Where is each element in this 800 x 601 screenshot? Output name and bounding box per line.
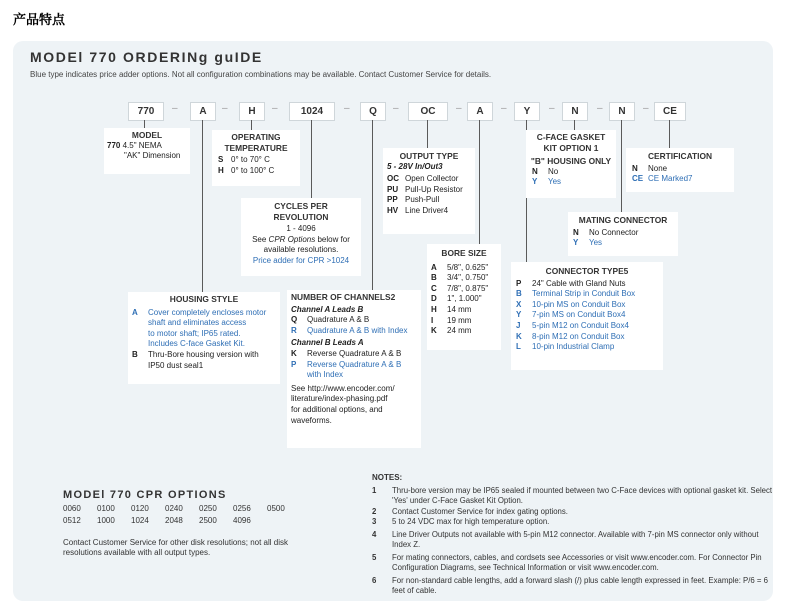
channels-see-line: waveforms.: [291, 415, 332, 425]
temperature-header-2: TEMPERATURE: [224, 142, 288, 153]
cpr-value: 0256: [233, 504, 251, 513]
dash-8: –: [549, 103, 555, 114]
bore-text: 14 mm: [447, 304, 472, 314]
bore-code: C: [431, 283, 437, 293]
cpr-value: 0060: [63, 504, 81, 513]
bore-text: 7/8", 0.875": [447, 283, 489, 293]
cycles-box: [241, 198, 361, 276]
housing-a-line: to motor shaft; IP65 rated.: [148, 328, 241, 338]
cpr-value: 0500: [267, 504, 285, 513]
housing-a-line: Cover completely encloses motor: [148, 307, 267, 317]
channels-box: [287, 290, 421, 448]
connector-text: 8-pin M12 on Conduit Box: [532, 331, 625, 341]
notes-title: NOTES:: [372, 473, 403, 482]
bore-text: 24 mm: [447, 326, 472, 336]
connector-code: J: [516, 320, 521, 330]
output-text: Pull-Up Resistor: [405, 184, 463, 194]
bore-code: I: [431, 315, 434, 325]
mating-box: [568, 212, 678, 256]
channels-r-text: Quadrature A & B with Index: [307, 325, 408, 335]
gasket-code: Y: [532, 177, 538, 187]
connector-code: B: [516, 289, 522, 299]
note-number: 5: [372, 553, 377, 562]
line-temperature: [251, 120, 252, 130]
temp-option-code: S: [218, 155, 224, 165]
certification-box: [626, 148, 734, 192]
gasket-box: [526, 130, 616, 198]
connector-code: P: [516, 278, 522, 288]
line-cpr: [311, 120, 312, 198]
note-text: Line Driver Outputs not available with 5-pin M12 connector. Available with 7-pin MS connector only without Index Z.: [392, 530, 759, 549]
output-text: Push-Pull: [405, 195, 440, 205]
channels-section-b: Channel B Leads A: [291, 338, 364, 348]
note-text: For non-standard cable lengths, add a forward slash (/) plus cable length expressed in feet. Example: P/6 = 6 feet of cable.: [392, 576, 768, 594]
mating-header: MATING CONNECTOR: [578, 215, 668, 225]
housing-box: [128, 292, 280, 384]
dash-9: –: [597, 103, 603, 114]
dash-6: –: [456, 103, 462, 114]
cpr-value: 2500: [199, 516, 217, 525]
code-certification: CE: [654, 102, 686, 121]
note-number: 6: [372, 576, 377, 585]
note-number: 4: [372, 530, 377, 539]
cycles-header-1: CYCLES PER: [274, 201, 328, 211]
connector-text: 5-pin M12 on Conduit Box4: [532, 320, 629, 330]
cpr-value: 1024: [131, 516, 149, 525]
cpr-title: MODEl 770 CPR OPTIONS: [63, 489, 227, 501]
note-number: 2: [372, 507, 377, 516]
note-item: [372, 576, 777, 594]
temperature-header-1: OPERATING: [231, 132, 281, 142]
code-cpr: 1024: [289, 102, 335, 121]
output-code: OC: [387, 174, 399, 184]
housing-a-line: shaft and eliminates access: [148, 318, 247, 328]
connector-code: Y: [516, 310, 522, 320]
note-text: Contact Customer Service for index gating options.: [392, 507, 568, 516]
note-text: For mating connectors, cables, and cordsets see Accessories or visit www.encoder.com. For Connector Pin Configuration Diagrams, see Technical Information or visit www.encoder.com.: [392, 553, 762, 572]
bore-code: B: [431, 273, 437, 283]
connector-code: X: [516, 299, 522, 309]
certification-text: None: [648, 163, 668, 173]
output-code: PP: [387, 195, 398, 205]
bore-text: 5/8", 0.625": [447, 262, 489, 272]
cycles-see-link-text: CPR Options: [268, 234, 316, 244]
connector-text: Terminal Strip in Conduit Box: [532, 289, 636, 299]
dash-3: –: [272, 103, 278, 114]
bore-code: A: [431, 262, 437, 272]
connector-text: 10-pin MS on Conduit Box: [532, 299, 626, 309]
bore-box: [427, 244, 501, 350]
cpr-value: 0512: [63, 516, 81, 525]
code-bore: A: [467, 102, 493, 121]
output-text: Open Collector: [405, 174, 459, 184]
connector-text: 24" Cable with Gland Nuts: [532, 278, 626, 288]
dash-7: –: [501, 103, 507, 114]
note-item: [372, 553, 777, 573]
channels-p-code: P: [291, 359, 297, 369]
model-code: 770: [107, 140, 121, 150]
model-box: [104, 128, 190, 174]
channels-q-code: Q: [291, 315, 298, 325]
cpr-value: 0120: [131, 504, 149, 513]
guide-title: MODEl 770 ORDERINg guIDE: [30, 49, 263, 65]
connector-text: 10-pin Industrial Clamp: [532, 342, 615, 352]
line-housing: [202, 120, 203, 292]
certification-code: N: [632, 163, 638, 173]
gasket-text: Yes: [548, 177, 562, 187]
channels-see-line: for additional options, and: [291, 404, 383, 414]
cpr-value: 0250: [199, 504, 217, 513]
line-gasket: [574, 120, 575, 130]
channels-section-a: Channel A Leads B: [291, 304, 364, 314]
model-line1: 4.5" NEMA: [122, 140, 162, 150]
code-gasket: N: [562, 102, 588, 121]
housing-a-code: A: [132, 307, 138, 317]
dash-2: –: [222, 103, 228, 114]
cycles-adder: Price adder for CPR >1024: [252, 255, 350, 265]
mating-code: N: [573, 227, 579, 237]
bore-code: K: [431, 326, 437, 336]
cpr-value: 1000: [97, 516, 115, 525]
certification-text: CE Marked7: [648, 174, 693, 184]
mating-text: Yes: [589, 238, 603, 248]
housing-b-code: B: [132, 349, 138, 359]
bore-code: D: [431, 294, 437, 304]
certification-code: CE: [632, 174, 644, 184]
code-channels: Q: [360, 102, 386, 121]
mating-code: Y: [573, 238, 579, 248]
line-channels: [372, 120, 373, 290]
code-mating: N: [609, 102, 635, 121]
output-sub: 5 - 28V In/Out3: [387, 161, 443, 171]
note-text: Thru-bore version may be IP65 sealed if mounted between two C-Face devices with optional gasket kit. Select 'Yes' under C-Face Gasket Kit Option.: [392, 486, 773, 505]
housing-b-line: IP50 dust seal1: [148, 360, 204, 370]
channels-header: NUMBER OF CHANNELS2: [291, 292, 396, 302]
model-line2: "AK" Dimension: [124, 151, 181, 161]
cycles-line3: available resolutions.: [263, 245, 339, 255]
connector-box: [511, 262, 663, 370]
dash-4: –: [344, 103, 350, 114]
code-connector: Y: [514, 102, 540, 121]
output-text: Line Driver4: [405, 205, 449, 215]
cpr-value: 0100: [97, 504, 115, 513]
bore-text: 1", 1.000": [447, 294, 482, 304]
code-model: 770: [128, 102, 164, 121]
connector-text: 7-pin MS on Conduit Box4: [532, 310, 626, 320]
temperature-box: [212, 130, 300, 186]
note-item: [372, 507, 777, 517]
gasket-header-1: C-FACE GASKET: [536, 132, 606, 142]
cycles-see-post: below for: [315, 234, 350, 244]
note-number: 3: [372, 517, 377, 526]
cpr-value: 4096: [233, 516, 251, 525]
cycles-range: 1 - 4096: [286, 224, 316, 234]
note-item: [372, 517, 777, 527]
temp-option-text: 0° to 70° C: [231, 155, 270, 165]
cpr-value: 2048: [165, 516, 183, 525]
output-code: PU: [387, 184, 399, 194]
channels-p-text-2: with Index: [307, 370, 344, 380]
cycles-header-2: REVOLUTION: [273, 211, 329, 222]
gasket-header-3: "B" HOUSING ONLY: [530, 156, 612, 167]
dash-1: –: [172, 103, 178, 114]
cpr-value: 0240: [165, 504, 183, 513]
temp-option-code: H: [218, 165, 224, 175]
output-code: HV: [387, 205, 399, 215]
guide-subtitle: Blue type indicates price adder options. Not all configuration combinations may be available. Contact Customer Service for details.: [30, 70, 492, 79]
gasket-header-2: KIT OPTION 1: [543, 142, 599, 153]
code-temperature: H: [239, 102, 265, 121]
housing-header: HOUSING STYLE: [169, 294, 239, 304]
output-box: [383, 148, 475, 234]
bore-code: H: [431, 304, 437, 314]
channels-see-line: See http://www.encoder.com/: [291, 383, 395, 393]
mating-text: No Connector: [589, 227, 639, 237]
channels-q-text: Quadrature A & B: [307, 315, 370, 325]
line-certification: [669, 120, 670, 148]
code-housing: A: [190, 102, 216, 121]
dash-10: –: [643, 103, 649, 114]
channels-p-text: Reverse Quadrature A & B: [307, 359, 402, 369]
line-mating: [621, 120, 622, 212]
gasket-text: No: [548, 166, 559, 176]
temp-option-text: 0° to 100° C: [231, 165, 275, 175]
channels-k-code: K: [291, 348, 297, 358]
cpr-note: Contact Customer Service for other disk resolutions; not all disk resolutions available with all output types.: [63, 538, 288, 557]
dash-5: –: [393, 103, 399, 114]
line-output: [427, 120, 428, 148]
bore-text: 3/4", 0.750": [447, 273, 489, 283]
bore-text: 19 mm: [447, 315, 472, 325]
line-model: [144, 120, 145, 128]
code-output: OC: [408, 102, 448, 121]
connector-code: K: [516, 331, 522, 341]
note-number: 1: [372, 486, 377, 495]
note-text: 5 to 24 VDC max for high temperature option.: [392, 517, 550, 526]
connector-code: L: [516, 342, 521, 352]
housing-b-line: Thru-Bore housing version with: [148, 349, 259, 359]
housing-a-line: Includes C-face Gasket Kit.: [148, 339, 245, 349]
gasket-code: N: [532, 166, 538, 176]
cycles-see-pre: See: [252, 234, 269, 244]
certification-header: CERTIFICATION: [647, 151, 713, 161]
channels-k-text: Reverse Quadrature A & B: [307, 348, 402, 358]
model-header: MODEL: [131, 130, 163, 140]
note-item: [372, 486, 777, 506]
channels-see-line: literature/index-phasing.pdf: [291, 394, 388, 404]
channels-r-code: R: [291, 325, 297, 335]
bore-header: BORE SIZE: [441, 248, 487, 258]
section-heading: 产品特点: [13, 12, 66, 27]
output-header: OUTPUT TYPE: [399, 151, 459, 161]
line-bore: [479, 120, 480, 244]
connector-header: CONNECTOR TYPE5: [545, 266, 629, 276]
note-item: [372, 530, 777, 550]
